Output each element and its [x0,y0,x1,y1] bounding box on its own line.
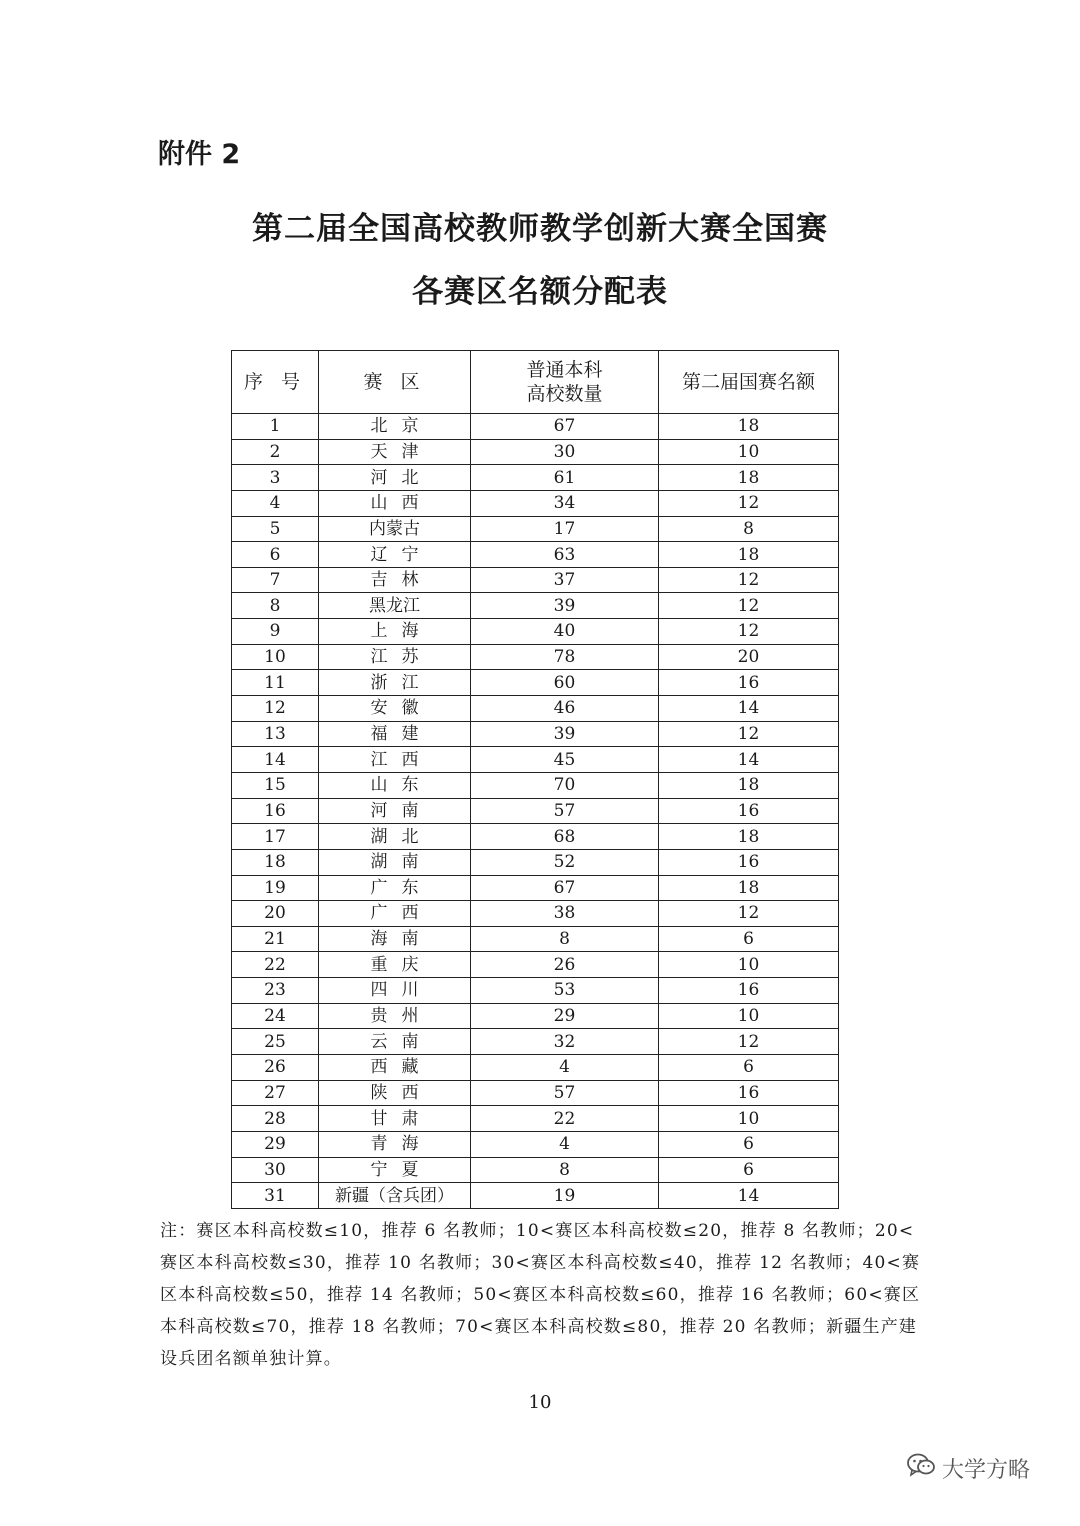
cell-region: 陕西 [319,1080,471,1106]
cell-region: 山西 [319,490,471,516]
cell-region: 青海 [319,1131,471,1157]
cell-index: 31 [232,1183,319,1209]
table-row [232,721,839,747]
cell-quota: 16 [659,849,839,875]
cell-schools: 4 [471,1131,659,1157]
table-row [232,593,839,619]
wechat-icon [906,1452,936,1484]
cell-schools: 34 [471,490,659,516]
cell-region: 内蒙古 [319,516,471,542]
header-schools-line2: 高校数量 [526,383,603,405]
cell-index: 23 [232,978,319,1004]
cell-schools: 57 [471,1080,659,1106]
cell-index: 3 [232,465,319,491]
table-row [232,542,839,568]
cell-index: 21 [232,926,319,952]
header-schools [471,351,659,414]
cell-region: 重庆 [319,952,471,978]
cell-quota: 18 [659,875,839,901]
table-row [232,1183,839,1209]
table-row [232,1131,839,1157]
attachment-label: 附件 2 [158,139,241,170]
cell-index: 9 [232,619,319,645]
cell-quota: 12 [659,567,839,593]
table-row [232,567,839,593]
cell-quota: 16 [659,978,839,1004]
cell-index: 28 [232,1106,319,1132]
cell-schools: 8 [471,926,659,952]
cell-schools: 67 [471,875,659,901]
cell-region: 河北 [319,465,471,491]
cell-index: 2 [232,439,319,465]
cell-region: 福建 [319,721,471,747]
table-row [232,1080,839,1106]
cell-quota: 10 [659,439,839,465]
cell-schools: 61 [471,465,659,491]
cell-quota: 12 [659,619,839,645]
cell-index: 30 [232,1157,319,1183]
cell-region: 上海 [319,619,471,645]
table-row [232,1106,839,1132]
table-row [232,978,839,1004]
cell-quota: 8 [659,516,839,542]
cell-quota: 6 [659,1131,839,1157]
cell-region: 甘肃 [319,1106,471,1132]
cell-schools: 40 [471,619,659,645]
cell-schools: 53 [471,978,659,1004]
cell-index: 6 [232,542,319,568]
cell-region: 河南 [319,798,471,824]
table-row [232,798,839,824]
table-row [232,619,839,645]
table-row [232,901,839,927]
cell-quota: 12 [659,721,839,747]
cell-index: 1 [232,414,319,440]
cell-index: 15 [232,772,319,798]
cell-schools: 17 [471,516,659,542]
table-row [232,414,839,440]
cell-quota: 18 [659,465,839,491]
cell-schools: 45 [471,747,659,773]
table-row [232,824,839,850]
cell-index: 25 [232,1029,319,1055]
cell-region: 贵州 [319,1003,471,1029]
cell-schools: 22 [471,1106,659,1132]
header-region: 赛 区 [319,351,471,414]
cell-region: 辽宁 [319,542,471,568]
cell-quota: 16 [659,670,839,696]
cell-region: 天津 [319,439,471,465]
cell-region: 吉林 [319,567,471,593]
cell-index: 19 [232,875,319,901]
table-header-row [232,351,839,414]
cell-quota: 16 [659,798,839,824]
cell-index: 12 [232,696,319,722]
table-row [232,926,839,952]
header-quota: 第二届国赛名额 [659,351,839,414]
table-row [232,849,839,875]
cell-index: 11 [232,670,319,696]
table-row [232,1003,839,1029]
cell-region: 海南 [319,926,471,952]
page-number: 10 [528,1392,552,1413]
cell-region: 四川 [319,978,471,1004]
table-row [232,490,839,516]
table-row [232,516,839,542]
table-row [232,465,839,491]
cell-index: 24 [232,1003,319,1029]
watermark [906,1452,1030,1484]
table-row [232,952,839,978]
cell-region: 湖北 [319,824,471,850]
cell-region: 安徽 [319,696,471,722]
cell-schools: 70 [471,772,659,798]
cell-quota: 12 [659,593,839,619]
cell-region: 江西 [319,747,471,773]
quota-table [231,350,839,1209]
header-schools-line1: 普通本科 [526,359,603,381]
cell-index: 16 [232,798,319,824]
header-index: 序 号 [232,351,319,414]
table-row [232,644,839,670]
table-row [232,1055,839,1081]
cell-schools: 60 [471,670,659,696]
cell-schools: 39 [471,593,659,619]
cell-quota: 10 [659,1106,839,1132]
cell-schools: 32 [471,1029,659,1055]
cell-schools: 29 [471,1003,659,1029]
cell-quota: 18 [659,542,839,568]
cell-schools: 38 [471,901,659,927]
cell-schools: 63 [471,542,659,568]
cell-schools: 57 [471,798,659,824]
cell-schools: 19 [471,1183,659,1209]
cell-region: 黑龙江 [319,593,471,619]
cell-region: 江苏 [319,644,471,670]
cell-schools: 30 [471,439,659,465]
cell-region: 北京 [319,414,471,440]
document-title-line1: 第二届全国高校教师教学创新大赛全国赛 [252,211,828,247]
cell-index: 17 [232,824,319,850]
cell-index: 14 [232,747,319,773]
cell-schools: 46 [471,696,659,722]
cell-index: 5 [232,516,319,542]
cell-index: 4 [232,490,319,516]
cell-quota: 18 [659,772,839,798]
cell-quota: 16 [659,1080,839,1106]
cell-quota: 6 [659,1055,839,1081]
table-row [232,670,839,696]
watermark-text: 大学方略 [942,1457,1031,1483]
cell-schools: 4 [471,1055,659,1081]
cell-index: 20 [232,901,319,927]
cell-schools: 78 [471,644,659,670]
table-row [232,1157,839,1183]
document-title-line2: 各赛区名额分配表 [412,274,668,310]
cell-quota: 12 [659,490,839,516]
cell-schools: 39 [471,721,659,747]
cell-index: 29 [232,1131,319,1157]
cell-index: 22 [232,952,319,978]
cell-region: 云南 [319,1029,471,1055]
cell-quota: 18 [659,824,839,850]
cell-schools: 67 [471,414,659,440]
cell-quota: 14 [659,747,839,773]
cell-quota: 10 [659,1003,839,1029]
cell-quota: 18 [659,414,839,440]
cell-index: 7 [232,567,319,593]
table-row [232,439,839,465]
cell-index: 27 [232,1080,319,1106]
table-body [232,414,839,1209]
cell-schools: 68 [471,824,659,850]
footnote: 注：赛区本科高校数≤10，推荐 6 名教师；10<赛区本科高校数≤20，推荐 8 名教师；20<赛区本科高校数≤30，推荐 10 名教师；30<赛区本科高校数≤40，推荐 12 名教师；40<赛区本科高校数≤50，推荐 14 名教师；50<赛区本科高校数≤60，推荐 16 名教师；60<赛区本科高校数≤70，推荐 18 名教师；70<赛区本科高校数≤80，推荐 20 名教师；新疆生产建设兵团名额单独计算。 [160,1221,921,1369]
cell-region: 宁夏 [319,1157,471,1183]
table-row [232,875,839,901]
cell-region: 山东 [319,772,471,798]
table-row [232,1029,839,1055]
cell-quota: 10 [659,952,839,978]
cell-index: 13 [232,721,319,747]
cell-schools: 8 [471,1157,659,1183]
cell-region: 浙江 [319,670,471,696]
table-row [232,696,839,722]
cell-quota: 20 [659,644,839,670]
cell-region: 广西 [319,901,471,927]
cell-quota: 6 [659,926,839,952]
cell-region: 湖南 [319,849,471,875]
cell-quota: 14 [659,1183,839,1209]
table-row [232,747,839,773]
cell-region: 西藏 [319,1055,471,1081]
cell-quota: 12 [659,901,839,927]
cell-quota: 14 [659,696,839,722]
cell-schools: 37 [471,567,659,593]
cell-quota: 12 [659,1029,839,1055]
cell-region: 广东 [319,875,471,901]
cell-region: 新疆（含兵团） [319,1183,471,1209]
cell-index: 8 [232,593,319,619]
cell-schools: 52 [471,849,659,875]
cell-index: 10 [232,644,319,670]
cell-quota: 6 [659,1157,839,1183]
cell-index: 18 [232,849,319,875]
cell-index: 26 [232,1055,319,1081]
table-row [232,772,839,798]
cell-schools: 26 [471,952,659,978]
